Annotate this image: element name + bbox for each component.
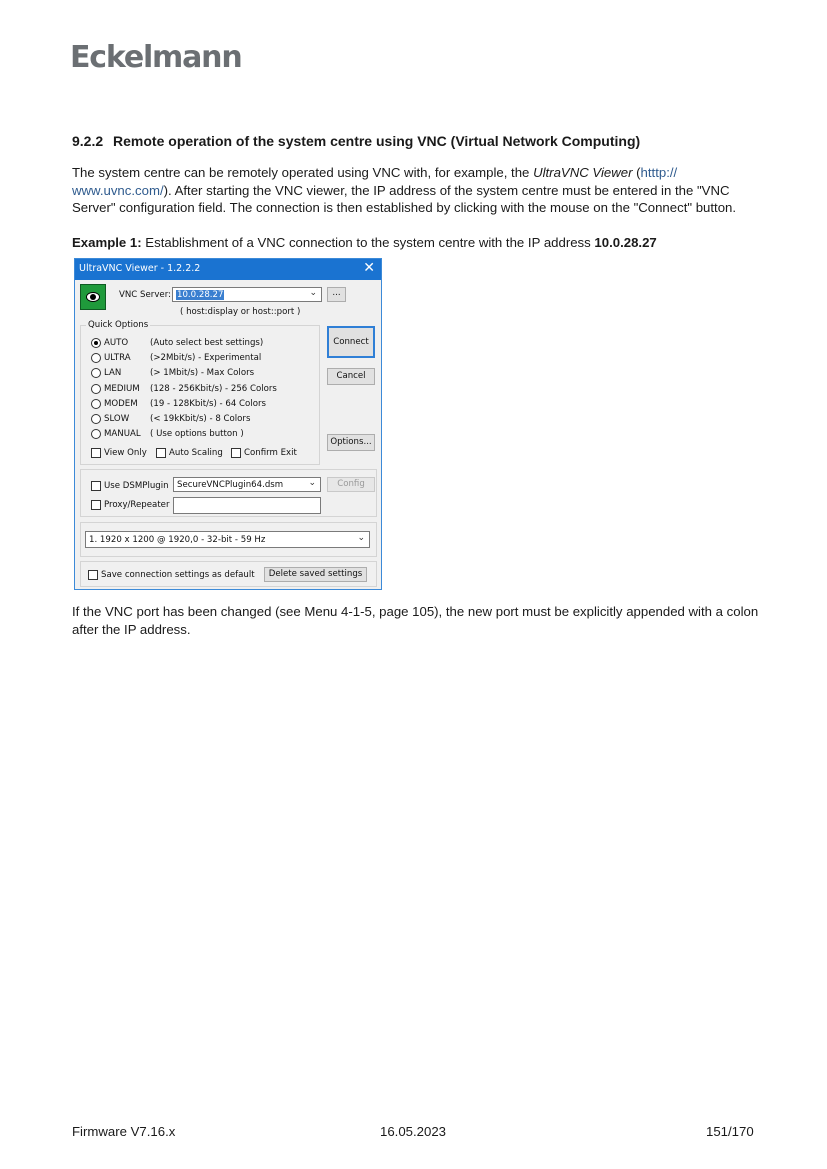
- display-combo[interactable]: [85, 531, 370, 548]
- option-description: (>2Mbit/s) - Experimental: [150, 353, 262, 364]
- auto-scaling-checkbox[interactable]: [156, 448, 166, 458]
- view-only-checkbox[interactable]: [91, 448, 101, 458]
- option-description: (19 - 128Kbit/s) - 64 Colors: [150, 398, 266, 409]
- section-title: Remote operation of the system centre using VNC (Virtual Network Computing): [113, 133, 641, 149]
- intro-paragraph: [72, 164, 762, 217]
- option-radio-medium[interactable]: [91, 384, 101, 394]
- port-note-paragraph: If the VNC port has been changed (see Menu 4-1-5, page 105), the new port must be explicitly appended with a colon after the IP address.: [72, 604, 759, 637]
- delete-saved-button[interactable]: Delete saved settings: [264, 567, 367, 582]
- example-text: Establishment of a VNC connection to the system centre with the IP address: [141, 235, 595, 250]
- intro-text-3: ). After starting the VNC viewer, the IP address of the system centre must be entered in the "VNC Server" configuration field. The connection is then established by clicking with the mouse on the "Connect" button.: [72, 182, 737, 216]
- example-label: Example 1:: [72, 235, 142, 250]
- option-description: (128 - 256Kbit/s) - 256 Colors: [150, 383, 277, 394]
- confirm-exit-label: Confirm Exit: [244, 448, 297, 458]
- vnc-server-value: [176, 290, 224, 300]
- save-default-label: Save connection settings as default: [101, 570, 255, 580]
- option-radio-slow[interactable]: [91, 414, 101, 424]
- proxy-label: Proxy/Repeater: [104, 500, 170, 510]
- use-dsm-label: Use DSMPlugin: [104, 481, 169, 491]
- example-ip: 10.0.28.27: [594, 235, 657, 250]
- uvnc-link[interactable]: htttp://​www.uvnc.com/: [72, 165, 678, 198]
- intro-viewer-name: UltraVNC Viewer: [533, 165, 633, 180]
- quick-options-label: Quick Options: [88, 320, 149, 330]
- footer-date: 16.05.2023: [380, 1124, 447, 1139]
- close-icon[interactable]: ✕: [363, 260, 375, 276]
- option-name: LAN: [104, 368, 122, 379]
- cancel-button[interactable]: Cancel: [327, 368, 375, 385]
- dsm-plugin-combo[interactable]: [173, 477, 321, 492]
- eye-pupil: [90, 294, 96, 300]
- option-description: (> 1Mbit/s) - Max Colors: [150, 368, 255, 379]
- footer-firmware: Firmware V7.16.x: [72, 1124, 176, 1139]
- chevron-down-icon[interactable]: ⌄: [309, 288, 317, 298]
- dialog-titlebar: [75, 259, 381, 280]
- display-value: 1. 1920 x 1200 @ 1920,0 - 32-bit - 59 Hz: [89, 535, 266, 545]
- section-number: 9.2.2: [72, 133, 104, 149]
- vnc-server-selected-text: 10.0.28.27: [177, 290, 224, 300]
- auto-scaling-label: Auto Scaling: [169, 448, 223, 458]
- server-hint: ( host:display or host::port ): [180, 307, 301, 317]
- intro-text-1: The system centre can be remotely operated using VNC with, for example, the: [72, 165, 534, 180]
- option-name: MANUAL: [104, 429, 141, 440]
- vnc-eye-icon: [80, 284, 106, 310]
- ultravnc-dialog: [74, 258, 382, 590]
- option-description: ( Use options button ): [150, 429, 244, 440]
- option-name: MODEM: [104, 398, 138, 409]
- option-name: AUTO: [104, 338, 129, 348]
- example-paragraph: [72, 234, 762, 252]
- chevron-down-icon[interactable]: ⌄: [357, 533, 365, 543]
- options-button[interactable]: Options...: [327, 434, 375, 451]
- proxy-checkbox[interactable]: [91, 500, 101, 510]
- brand-logo: Eckelmann: [70, 40, 242, 75]
- proxy-input[interactable]: [173, 497, 321, 514]
- section-heading: [72, 133, 772, 149]
- dialog-title: UltraVNC Viewer - 1.2.2.2: [79, 263, 201, 274]
- save-default-checkbox[interactable]: [88, 570, 98, 580]
- option-name: MEDIUM: [104, 383, 140, 394]
- option-name: SLOW: [104, 414, 130, 424]
- use-dsm-checkbox[interactable]: [91, 481, 101, 491]
- connect-button[interactable]: Connect: [327, 326, 375, 358]
- confirm-exit-checkbox[interactable]: [231, 448, 241, 458]
- intro-text-2: (: [632, 165, 641, 180]
- option-description: (< 19kKbit/s) - 8 Colors: [150, 414, 251, 424]
- chevron-down-icon[interactable]: ⌄: [308, 478, 316, 488]
- option-radio-auto[interactable]: [91, 338, 101, 348]
- option-radio-modem[interactable]: [91, 399, 101, 409]
- footer-page: 151/170: [706, 1124, 754, 1139]
- view-only-label: View Only: [104, 448, 147, 458]
- option-name: ULTRA: [104, 353, 131, 364]
- browse-button[interactable]: ...: [327, 287, 346, 302]
- vnc-server-combo[interactable]: [172, 287, 322, 302]
- vnc-server-label: VNC Server:: [119, 290, 171, 300]
- config-button[interactable]: Config: [327, 477, 375, 492]
- option-description: (Auto select best settings): [150, 338, 264, 348]
- dsm-plugin-value: SecureVNCPlugin64.dsm: [177, 480, 284, 490]
